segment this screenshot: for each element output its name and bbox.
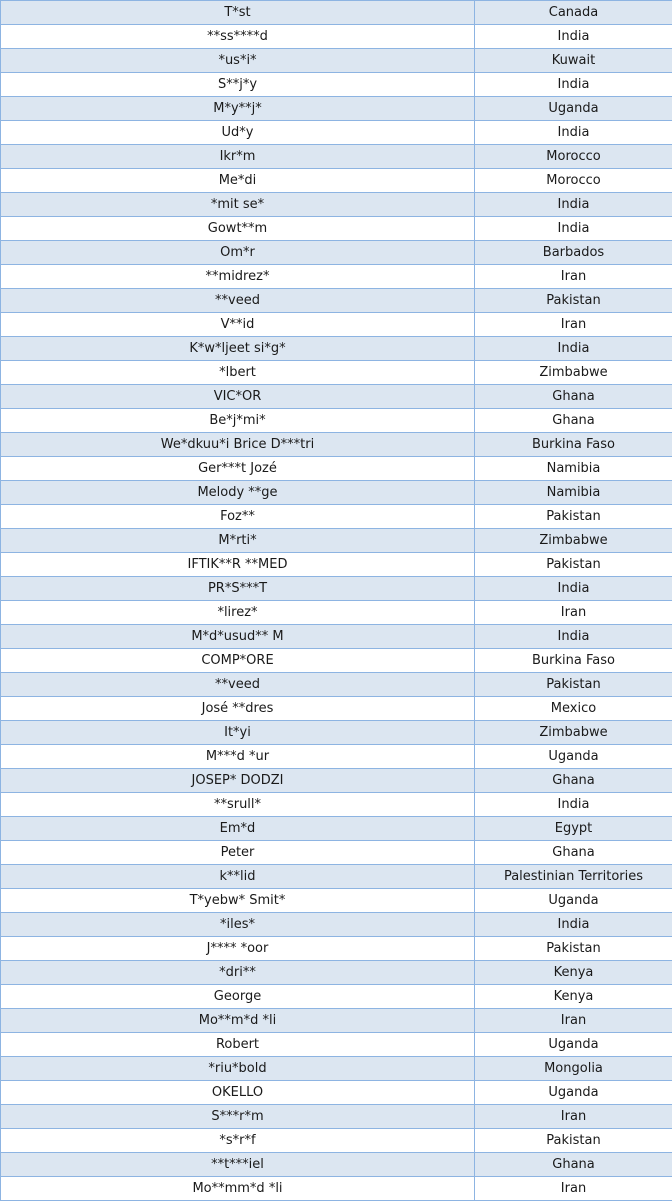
table-row bbox=[1, 937, 672, 961]
country-cell: Iran bbox=[475, 265, 672, 289]
table-row bbox=[1, 313, 672, 337]
name-cell: M***d *ur bbox=[1, 745, 475, 769]
name-cell: **midrez* bbox=[1, 265, 475, 289]
name-cell: OKELLO bbox=[1, 1081, 475, 1105]
table-row bbox=[1, 961, 672, 985]
country-cell: Namibia bbox=[475, 457, 672, 481]
name-cell: Ikr*m bbox=[1, 145, 475, 169]
name-cell: Gowt**m bbox=[1, 217, 475, 241]
table-row bbox=[1, 817, 672, 841]
table-row bbox=[1, 1177, 672, 1201]
name-cell: PR*S***T bbox=[1, 577, 475, 601]
name-cell: Ud*y bbox=[1, 121, 475, 145]
country-cell: India bbox=[475, 577, 672, 601]
country-cell: Pakistan bbox=[475, 1129, 672, 1153]
name-cell: M*y**j* bbox=[1, 97, 475, 121]
table-row bbox=[1, 169, 672, 193]
country-cell: Kuwait bbox=[475, 49, 672, 73]
name-cell: **veed bbox=[1, 289, 475, 313]
country-cell: India bbox=[475, 217, 672, 241]
country-cell: Burkina Faso bbox=[475, 649, 672, 673]
name-cell: José **dres bbox=[1, 697, 475, 721]
table-row bbox=[1, 49, 672, 73]
country-cell: Egypt bbox=[475, 817, 672, 841]
table-body bbox=[1, 1, 672, 1201]
name-cell: Om*r bbox=[1, 241, 475, 265]
country-cell: Uganda bbox=[475, 889, 672, 913]
name-cell: *lbert bbox=[1, 361, 475, 385]
table-row bbox=[1, 865, 672, 889]
table-row bbox=[1, 361, 672, 385]
name-cell: **ss****d bbox=[1, 25, 475, 49]
country-cell: Kenya bbox=[475, 961, 672, 985]
name-cell: Me*di bbox=[1, 169, 475, 193]
country-cell: India bbox=[475, 121, 672, 145]
name-cell: J**** *oor bbox=[1, 937, 475, 961]
country-cell: Kenya bbox=[475, 985, 672, 1009]
table-row bbox=[1, 1105, 672, 1129]
name-cell: *iles* bbox=[1, 913, 475, 937]
table-row bbox=[1, 433, 672, 457]
table-row bbox=[1, 73, 672, 97]
country-cell: Zimbabwe bbox=[475, 529, 672, 553]
table-row bbox=[1, 193, 672, 217]
table-row bbox=[1, 1081, 672, 1105]
country-cell: Burkina Faso bbox=[475, 433, 672, 457]
table-row bbox=[1, 1057, 672, 1081]
table-row bbox=[1, 697, 672, 721]
country-cell: Canada bbox=[475, 1, 672, 25]
table-row bbox=[1, 721, 672, 745]
name-cell: S**j*y bbox=[1, 73, 475, 97]
table-row bbox=[1, 649, 672, 673]
table-row bbox=[1, 97, 672, 121]
country-cell: Uganda bbox=[475, 1081, 672, 1105]
country-cell: India bbox=[475, 913, 672, 937]
name-cell: **veed bbox=[1, 673, 475, 697]
country-cell: Zimbabwe bbox=[475, 721, 672, 745]
name-cell: *riu*bold bbox=[1, 1057, 475, 1081]
table-row bbox=[1, 913, 672, 937]
name-cell: Peter bbox=[1, 841, 475, 865]
country-cell: Namibia bbox=[475, 481, 672, 505]
country-cell: Ghana bbox=[475, 409, 672, 433]
table-row bbox=[1, 673, 672, 697]
name-cell: K*w*ljeet si*g* bbox=[1, 337, 475, 361]
name-cell: Foz** bbox=[1, 505, 475, 529]
country-cell: Pakistan bbox=[475, 937, 672, 961]
country-cell: India bbox=[475, 793, 672, 817]
country-cell: India bbox=[475, 25, 672, 49]
name-cell: *lirez* bbox=[1, 601, 475, 625]
country-cell: Iran bbox=[475, 601, 672, 625]
table-row bbox=[1, 577, 672, 601]
country-cell: India bbox=[475, 193, 672, 217]
table-row bbox=[1, 265, 672, 289]
table-row bbox=[1, 1033, 672, 1057]
name-cell: **t***iel bbox=[1, 1153, 475, 1177]
name-cell: **srull* bbox=[1, 793, 475, 817]
table-row bbox=[1, 553, 672, 577]
country-cell: Pakistan bbox=[475, 505, 672, 529]
table-row bbox=[1, 985, 672, 1009]
country-cell: Uganda bbox=[475, 745, 672, 769]
name-cell: S***r*m bbox=[1, 1105, 475, 1129]
country-cell: India bbox=[475, 73, 672, 97]
name-cell: *dri** bbox=[1, 961, 475, 985]
name-cell: *s*r*f bbox=[1, 1129, 475, 1153]
name-cell: VIC*OR bbox=[1, 385, 475, 409]
table-row bbox=[1, 145, 672, 169]
name-cell: T*st bbox=[1, 1, 475, 25]
country-cell: Zimbabwe bbox=[475, 361, 672, 385]
name-cell: k**lid bbox=[1, 865, 475, 889]
table-row bbox=[1, 841, 672, 865]
name-cell: Ger***t Jozé bbox=[1, 457, 475, 481]
name-cell: Melody **ge bbox=[1, 481, 475, 505]
name-cell: M*d*usud** M bbox=[1, 625, 475, 649]
table-row bbox=[1, 337, 672, 361]
name-cell: Be*j*mi* bbox=[1, 409, 475, 433]
country-cell: Uganda bbox=[475, 97, 672, 121]
table-row bbox=[1, 481, 672, 505]
country-cell: India bbox=[475, 337, 672, 361]
name-cell: T*yebw* Smit* bbox=[1, 889, 475, 913]
table-row bbox=[1, 625, 672, 649]
table-row bbox=[1, 385, 672, 409]
name-cell: *us*i* bbox=[1, 49, 475, 73]
table-row bbox=[1, 217, 672, 241]
table-row bbox=[1, 529, 672, 553]
country-cell: Iran bbox=[475, 1105, 672, 1129]
country-cell: Morocco bbox=[475, 169, 672, 193]
country-cell: Mexico bbox=[475, 697, 672, 721]
name-cell: Mo**mm*d *li bbox=[1, 1177, 475, 1201]
country-cell: Uganda bbox=[475, 1033, 672, 1057]
country-cell: India bbox=[475, 625, 672, 649]
country-cell: Iran bbox=[475, 313, 672, 337]
table-row bbox=[1, 25, 672, 49]
table-row bbox=[1, 241, 672, 265]
table-row bbox=[1, 889, 672, 913]
country-cell: Mongolia bbox=[475, 1057, 672, 1081]
table-row bbox=[1, 457, 672, 481]
name-cell: COMP*ORE bbox=[1, 649, 475, 673]
name-cell: *mit se* bbox=[1, 193, 475, 217]
name-cell: It*yi bbox=[1, 721, 475, 745]
country-cell: Ghana bbox=[475, 769, 672, 793]
table-row bbox=[1, 289, 672, 313]
table-row bbox=[1, 601, 672, 625]
table-row bbox=[1, 121, 672, 145]
name-cell: JOSEP* DODZI bbox=[1, 769, 475, 793]
name-cell: George bbox=[1, 985, 475, 1009]
country-cell: Iran bbox=[475, 1177, 672, 1201]
country-cell: Ghana bbox=[475, 1153, 672, 1177]
name-cell: Robert bbox=[1, 1033, 475, 1057]
table-row bbox=[1, 1, 672, 25]
table-row bbox=[1, 409, 672, 433]
table-row bbox=[1, 1009, 672, 1033]
name-cell: Mo**m*d *li bbox=[1, 1009, 475, 1033]
country-cell: Iran bbox=[475, 1009, 672, 1033]
table-row bbox=[1, 793, 672, 817]
country-cell: Ghana bbox=[475, 841, 672, 865]
table-row bbox=[1, 769, 672, 793]
name-cell: V**id bbox=[1, 313, 475, 337]
country-cell: Barbados bbox=[475, 241, 672, 265]
table-row bbox=[1, 1153, 672, 1177]
country-cell: Ghana bbox=[475, 385, 672, 409]
table-row bbox=[1, 505, 672, 529]
name-cell: Em*d bbox=[1, 817, 475, 841]
country-cell: Palestinian Territories bbox=[475, 865, 672, 889]
name-cell: We*dkuu*i Brice D***tri bbox=[1, 433, 475, 457]
country-cell: Pakistan bbox=[475, 289, 672, 313]
name-cell: IFTIK**R **MED bbox=[1, 553, 475, 577]
table-row bbox=[1, 745, 672, 769]
name-cell: M*rti* bbox=[1, 529, 475, 553]
country-cell: Pakistan bbox=[475, 553, 672, 577]
country-cell: Morocco bbox=[475, 145, 672, 169]
country-cell: Pakistan bbox=[475, 673, 672, 697]
table-row bbox=[1, 1129, 672, 1153]
